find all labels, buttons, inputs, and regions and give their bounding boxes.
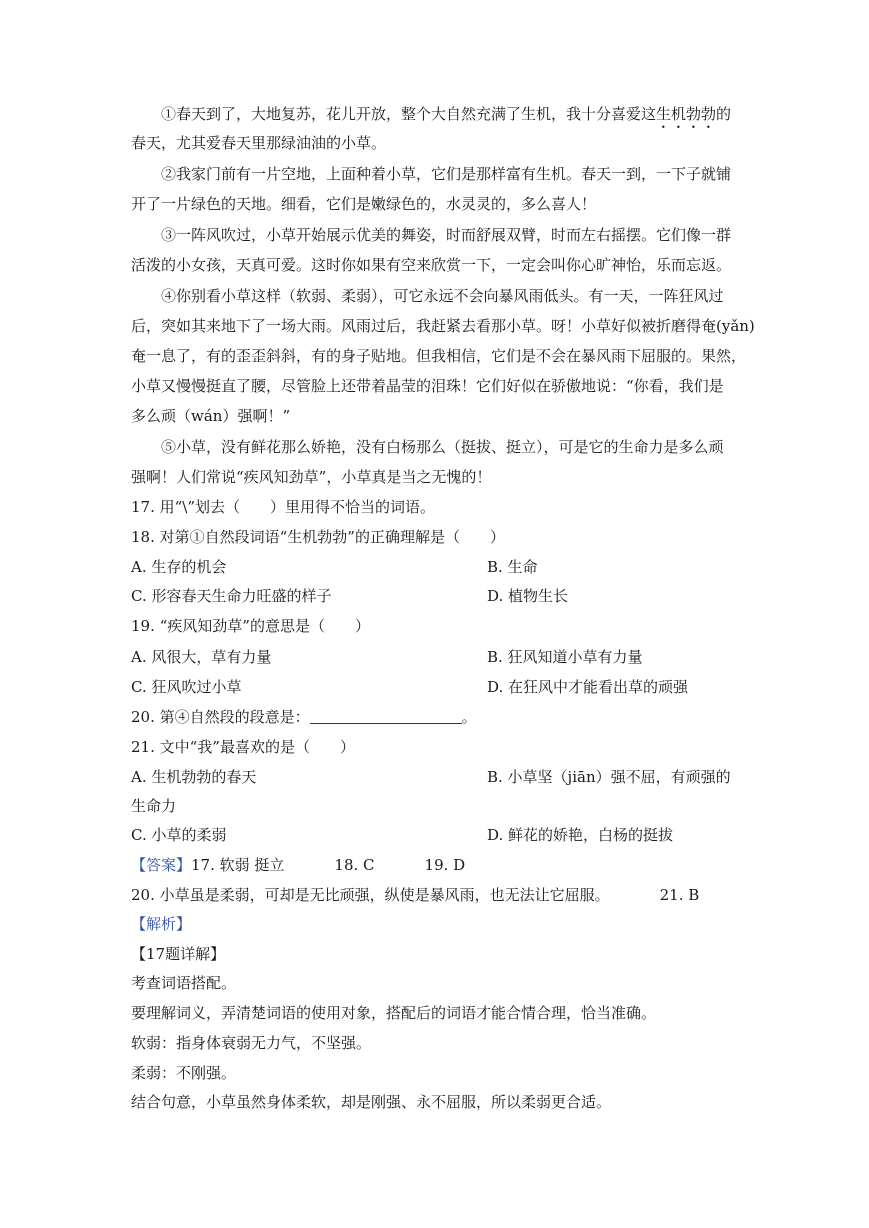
question-17: 17. 用“\”划去（ ）里用得不恰当的词语。 [131,498,436,516]
question-21: 21. 文中“我”最喜欢的是（ ） [131,738,355,756]
passage-paragraph-4-line-2: 后，突如其来地下了一场大雨。风雨过后，我赶紧去看那小草。呀！小草好似被折磨得奄(yǎn) [131,317,755,335]
passage-text: ①春天到了，大地复苏，花儿开放，整个大自然充满了生机，我十分喜爱这 [161,105,657,123]
answer-line-1 [131,855,741,875]
answer-20: 20. 小草虽是柔弱，可却是无比顽强，纵使是暴风雨，也无法让它屈服。 [131,886,610,904]
passage-paragraph-1-line-1 [161,104,741,132]
question-20-text: 20. 第④自然段的段意是： [131,708,310,726]
passage-paragraph-1-line-2: 春天，尤其爱春天里那绿油油的小草。 [131,134,387,152]
answer-21: 21. B [659,886,700,904]
answer-17: 17. 软弱 挺立 [191,856,285,874]
answer-line-2 [131,885,741,905]
answer-18: 18. C [334,856,375,874]
answer-tag: 【答案】 [131,856,192,874]
q18-option-b: B. 生命 [487,558,538,576]
passage-paragraph-5-line-2: 强啊！人们常说“疾风知劲草”，小草真是当之无愧的！ [131,468,492,486]
q19-option-d: D. 在狂风中才能看出草的顽强 [487,678,689,696]
analysis-line-4: 柔弱：不刚强。 [131,1064,237,1082]
emphasized-phrase: 生机勃勃 [656,105,717,123]
analysis-line-1: 考查词语搭配。 [131,974,237,992]
analysis-tag: 【解析】 [131,915,192,933]
answer-19: 19. D [424,856,466,874]
question-19: 19. “疾风知劲草”的意思是（ ） [131,617,370,635]
passage-paragraph-4-line-5: 多么顽（wán）强啊！” [131,407,291,425]
passage-paragraph-4-line-3: 奄一息了，有的歪歪斜斜，有的身子贴地。但我相信，它们是不会在暴风雨下屈服的。果然， [131,347,747,365]
passage-paragraph-3-line-1: ③一阵风吹过，小草开始展示优美的舞姿，时而舒展双臂，时而左右摇摆。它们像一群 [161,226,732,244]
question-18: 18. 对第①自然段词语“生机勃勃”的正确理解是（ ） [131,528,505,546]
analysis-line-2: 要理解词义，弄清楚词语的使用对象，搭配后的词语才能合情合理，恰当准确。 [131,1004,657,1022]
passage-paragraph-4-line-4: 小草又慢慢挺直了腰，尽管脸上还带着晶莹的泪珠！它们好似在骄傲地说：“你看，我们是 [131,377,724,395]
passage-paragraph-2-line-2: 开了一片绿色的天地。细看，它们是嫩绿色的，水灵灵的，多么喜人！ [131,195,597,213]
q18-option-c: C. 形容春天生命力旺盛的样子 [131,587,332,605]
analysis-line-3: 软弱：指身体衰弱无力气，不坚强。 [131,1034,372,1052]
q18-option-a: A. 生存的机会 [131,558,227,576]
q21-option-b: B. 小草坚（jiān）强不屈，有顽强的 [487,768,731,786]
question-20-end: 。 [461,708,477,726]
analysis-line-5: 结合句意，小草虽然身体柔软，却是刚强、永不屈服，所以柔弱更合适。 [131,1093,612,1111]
answer-blank [310,709,462,724]
analysis-heading-17: 【17题详解】 [131,945,226,963]
passage-paragraph-5-line-1: ⑤小草，没有鲜花那么娇艳，没有白杨那么（挺拔、挺立），可是它的生命力是多么顽 [161,438,724,456]
passage-paragraph-2-line-1: ②我家门前有一片空地，上面种着小草，它们是那样富有生机。春天一到，一下子就铺 [161,165,732,183]
q21-option-b-continued: 生命力 [131,797,177,815]
q19-option-b: B. 狂风知道小草有力量 [487,648,643,666]
q21-option-c: C. 小草的柔弱 [131,826,227,844]
q18-option-d: D. 植物生长 [487,587,569,605]
passage-paragraph-4-line-1: ④你别看小草这样（软弱、柔弱），可它永远不会向暴风雨低头。有一天，一阵狂风过 [161,287,724,305]
q19-option-a: A. 风很大，草有力量 [131,648,272,666]
passage-paragraph-3-line-2: 活泼的小女孩，天真可爱。这时你如果有空来欣赏一下，一定会叫你心旷神怡，乐而忘返。 [131,256,732,274]
q21-option-a: A. 生机勃勃的春天 [131,768,257,786]
passage-text: 的 [716,105,732,123]
q19-option-c: C. 狂风吹过小草 [131,678,242,696]
question-20 [131,707,741,727]
q21-option-d: D. 鲜花的娇艳，白杨的挺拔 [487,826,674,844]
